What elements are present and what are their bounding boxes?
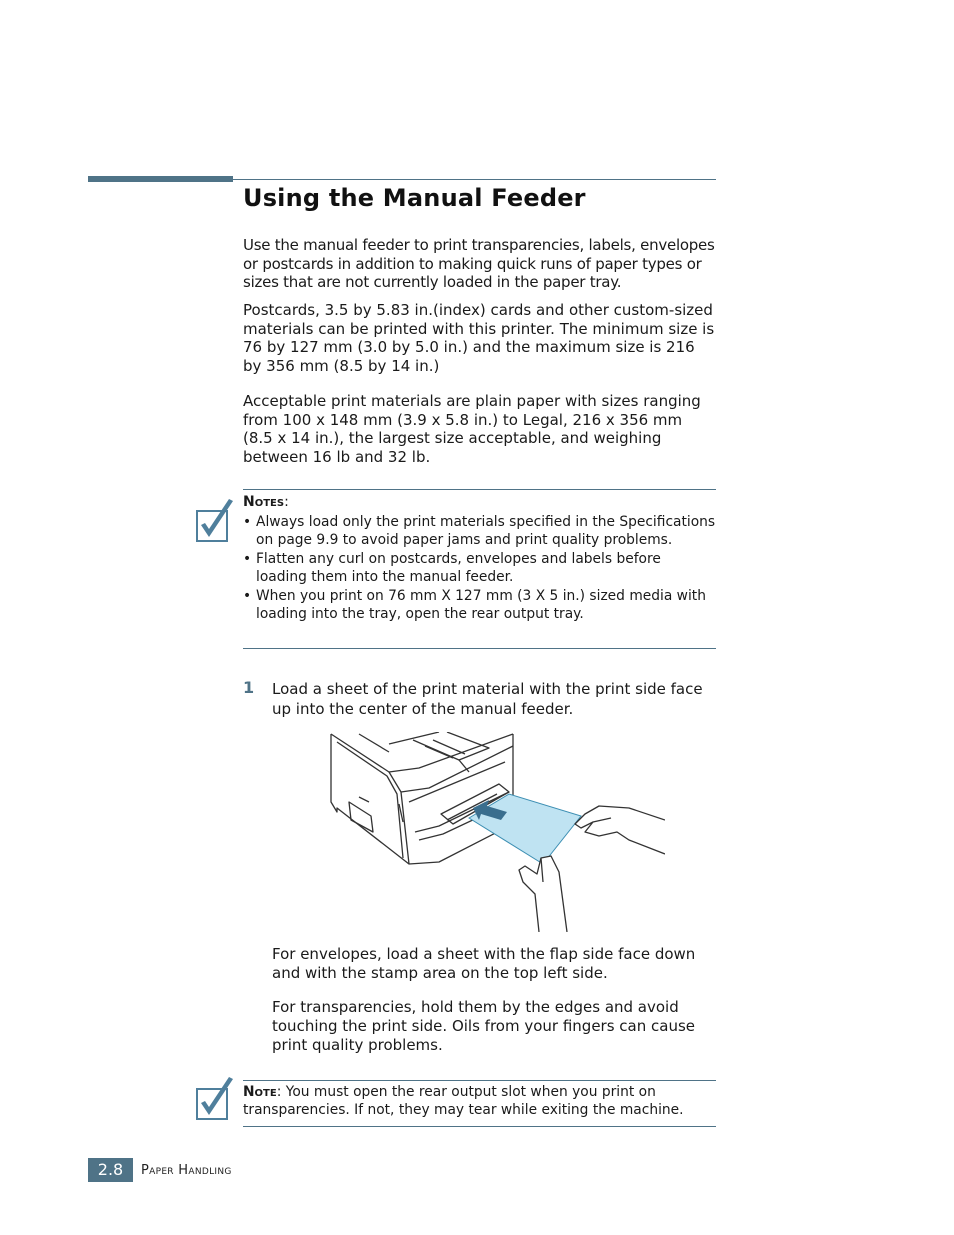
- note-label: Note: [243, 1084, 277, 1100]
- notes-bottom-rule: [243, 648, 716, 649]
- intro-paragraph: Use the manual feeder to print transparencies, labels, envelopes or postcards in addition to making quick runs of paper types or sizes that are not currently loaded in the paper tray.: [243, 236, 715, 292]
- notes-heading: [243, 494, 289, 510]
- header-accent-bar: [88, 176, 233, 182]
- envelopes-paragraph: For envelopes, load a sheet with the flap side face down and with the stamp area on the top left side.: [272, 945, 696, 982]
- note-item: • When you print on 76 mm X 127 mm (3 X 5 in.) sized media with loading into the tray, open the rear output tray.: [243, 588, 716, 623]
- notes-heading-label: Notes: [243, 494, 285, 510]
- notes-list: [243, 514, 716, 626]
- note2-top-rule: [243, 1080, 716, 1081]
- manual-feeder-illustration: [329, 732, 665, 932]
- page-number: 2.8: [88, 1158, 133, 1182]
- header-rule: [233, 179, 716, 180]
- note2-bottom-rule: [243, 1126, 716, 1127]
- checkmark-note-icon: [195, 497, 237, 545]
- checkmark-note-icon: [195, 1075, 237, 1123]
- notes-top-rule: [243, 489, 716, 490]
- transparencies-paragraph: For transparencies, hold them by the edges and avoid touching the print side. Oils from your fingers can cause print quality problems.: [272, 998, 696, 1054]
- note-item: • Always load only the print materials specified in the Specifications on page 9.9 to avoid paper jams and print quality problems.: [243, 514, 716, 549]
- step-text: Load a sheet of the print material with the print side face up into the center of the manual feeder.: [272, 680, 703, 718]
- note-item: • Flatten any curl on postcards, envelopes and labels before loading them into the manual feeder.: [243, 551, 716, 586]
- step-number: 1: [243, 678, 255, 697]
- materials-paragraph: Acceptable print materials are plain paper with sizes ranging from 100 x 148 mm (3.9 x 5.8 in.) to Legal, 216 x 356 mm (8.5 x 14 in.), the largest size acceptable, and weighing between 16 lb and 32 lb.: [243, 392, 701, 467]
- size-paragraph: Postcards, 3.5 by 5.83 in.(index) cards and other custom-sized materials can be printed with this printer. The minimum size is 76 by 127 mm (3.0 by 5.0 in.) and the maximum size is 216 by 356 mm (8.5 by 14 in.): [243, 301, 715, 376]
- notes-heading-colon: :: [284, 494, 289, 510]
- footer-section-label: Paper Handling: [141, 1163, 232, 1178]
- note-text: [243, 1083, 716, 1119]
- page-title: Using the Manual Feeder: [243, 184, 586, 212]
- note-body: : You must open the rear output slot when you print on transparencies. If not, they may tear while exiting the machine.: [243, 1084, 684, 1118]
